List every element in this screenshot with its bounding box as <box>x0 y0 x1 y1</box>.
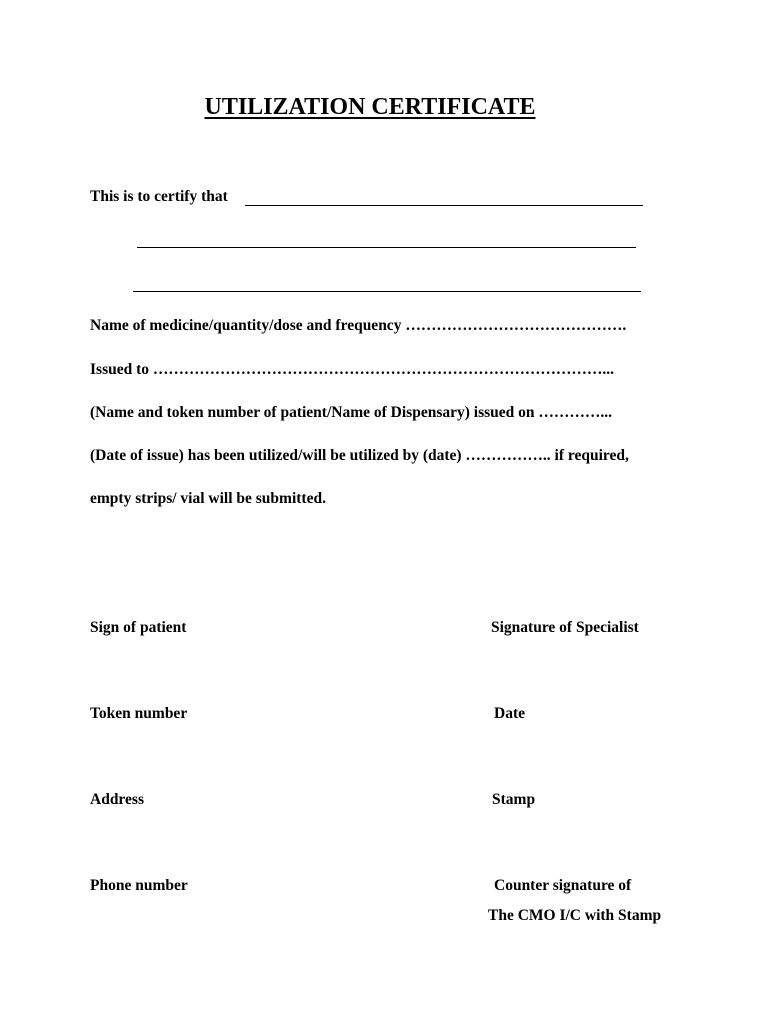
page-title <box>0 94 740 121</box>
patient-token-line: (Name and token number of patient/Name of Dispensary) issued on …………... <box>90 404 612 421</box>
date-label: Date <box>494 705 525 722</box>
blank-line-name-3 <box>133 291 641 292</box>
phone-number-label: Phone number <box>90 877 188 894</box>
medicine-details-line: Name of medicine/quantity/dose and frequency ……………………………………. <box>90 317 627 334</box>
sign-of-patient-label: Sign of patient <box>90 619 187 636</box>
stamp-label: Stamp <box>492 791 536 808</box>
signature-of-specialist-label: Signature of Specialist <box>491 619 639 636</box>
blank-line-name-1 <box>245 205 643 206</box>
token-number-label: Token number <box>90 705 188 722</box>
cmo-stamp-label: The CMO I/C with Stamp <box>488 907 662 924</box>
page-title-text: UTILIZATION CERTIFICATE <box>204 94 536 120</box>
issued-to-line: Issued to ……………………………………………………………………………... <box>90 361 615 378</box>
blank-line-name-2 <box>137 247 636 248</box>
address-label: Address <box>90 791 144 808</box>
certify-lead: This is to certify that <box>90 188 228 205</box>
empty-strips-line: empty strips/ vial will be submitted. <box>90 490 326 507</box>
date-of-issue-line: (Date of issue) has been utilized/will be utilized by (date) …………….. if required, <box>90 447 629 464</box>
counter-signature-label: Counter signature of <box>494 877 632 894</box>
